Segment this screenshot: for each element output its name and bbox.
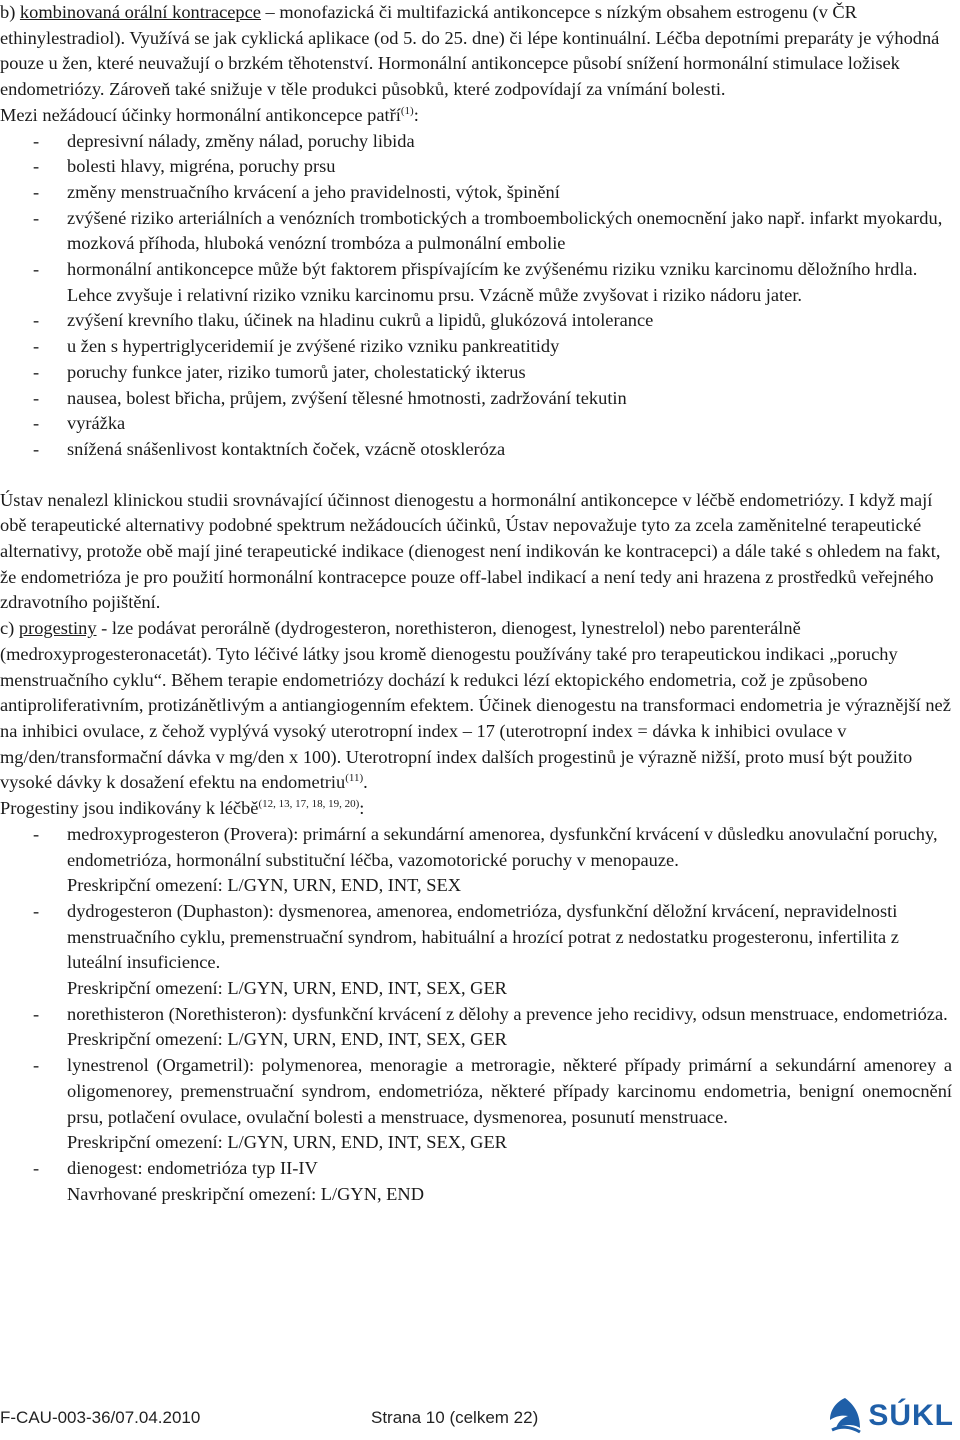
prescription-restriction: Preskripční omezení: L/GYN, URN, END, INT, SEX, GER [67, 1132, 507, 1153]
list-item-text: nausea, bolest břicha, průjem, zvýšení tělesné hmotnosti, zadržování tekutin [67, 387, 627, 408]
drug-item [0, 1053, 952, 1130]
prescription-restriction: Preskripční omezení: L/GYN, URN, END, INT, SEX [67, 875, 461, 896]
list-dash: - [33, 156, 40, 177]
list-dash: - [33, 336, 40, 357]
section-c-prefix: c) [0, 618, 19, 639]
list-dash: - [33, 1157, 40, 1178]
list-item [0, 360, 952, 386]
indications-intro-end: : [359, 798, 365, 819]
list-dash: - [33, 438, 40, 459]
list-dash: - [33, 181, 40, 202]
list-item [0, 334, 952, 360]
list-item-text: změny menstruačního krvácení a jeho pravidelnosti, výtok, špinění [67, 181, 560, 202]
list-item-text: poruchy funkce jater, riziko tumorů jater, cholestatický ikterus [67, 361, 526, 382]
list-item-text: bolesti hlavy, migréna, poruchy prsu [67, 156, 336, 177]
drug-item-text: norethisteron (Norethisteron): dysfunkční krvácení z dělohy a prevence jeho recidivy, odsun menstruace, endometrióza. [67, 1003, 948, 1024]
sukl-logo-icon [826, 1396, 864, 1436]
section-b-text: – monofazická či multifazická antikoncepce s nízkým obsahem estrogenu (v ČR ethinylestradiol). Využívá se jak cyklická aplikace (od 5. do 25. dne) či lépe kontinuální. Léčba depotními preparáty je výhodná pouze u žen, které neuvažují o brzkém těhotenství. Hormonální antikoncepce působí snížení hormonální stimulace ložisek endometriózy. Zároveň také snižuje v těle produkci působků, které zodpovídají za vnímání bolesti. [0, 2, 940, 100]
list-dash: - [33, 1003, 40, 1024]
drug-item [0, 822, 952, 873]
page-footer [0, 1399, 960, 1434]
prescription-restriction: Navrhované preskripční omezení: L/GYN, END [67, 1183, 424, 1204]
list-item [0, 129, 952, 155]
list-item [0, 257, 952, 308]
progestin-drug-list [0, 899, 952, 976]
drug-item-text: medroxyprogesteron (Provera): primární a sekundární amenorea, dysfunkční krvácení v důsledku anovulační poruchy, endometrióza, hormonální substituční léčba, vazomotorické poruchy v menopauze. [67, 823, 938, 870]
list-item-text: vyrážka [67, 413, 126, 434]
list-item [0, 154, 952, 180]
progestin-drug-list [0, 1156, 952, 1182]
drug-item [0, 1156, 952, 1182]
list-dash: - [33, 361, 40, 382]
side-effects-intro [0, 103, 952, 129]
list-dash: - [33, 900, 40, 921]
prescription-restriction: Preskripční omezení: L/GYN, URN, END, INT, SEX, GER [67, 978, 507, 999]
institute-paragraph: Ústav nenalezl klinickou studii srovnávající účinnost dienogestu a hormonální antikoncepce v léčbě endometriózy. I když mají obě terapeutické alternativy podobné spektrum nežádoucích účinků, Ústav nepovažuje tyto za zcela zaměnitelné terapeutické alternativy, protože obě mají jiné terapeutické indikace (dienogest není indikován ke kontracepci) a dále také s ohledem na fakt, že endometrióza je pro použití hormonální kontracepce pouze off-label indikací a není tedy ani hrazena z prostředků veřejného zdravotního pojištění. [0, 489, 941, 613]
list-item [0, 386, 952, 412]
progestins-link[interactable]: progestiny [18, 618, 97, 639]
side-effects-list [0, 129, 952, 463]
side-effects-intro-text: Mezi nežádoucí účinky hormonální antikoncepce patří [0, 104, 401, 125]
list-dash: - [33, 310, 40, 331]
indications-intro [0, 796, 952, 822]
drug-item [0, 1002, 952, 1028]
drug-item-text: lynestrenol (Orgametril): polymenorea, menoragie a metroragie, některé případy primární a sekundární amenorey a oligomenorey, premenstruační syndrom, endometrióza, některé případy karcinomu endometria, benigní onemocnění prsu, potlačení ovulace, ovulační bolesti a menstruace, dysmenorea, posunutí menstruace. [67, 1055, 952, 1127]
list-dash: - [33, 1055, 40, 1076]
reference-superscript: (11) [345, 772, 364, 785]
combined-oral-contraception-link[interactable]: kombinovaná orální kontracepce [19, 2, 261, 22]
list-item [0, 180, 952, 206]
list-dash: - [33, 387, 40, 408]
section-c-text: - lze podávat perorálně (dydrogesteron, norethisteron, dienogest, lynestrelol) nebo parenterálně (medroxyprogesteronacetát). Tyto léčivé látky jsou kromě dienogestu používány také pro terapeutickou indikaci „poruchy menstruačního cyklu“. Během terapie endometriózy dochází k redukci lézí ektopického endometria, což je způsobeno antiproliferativním, protizánětlivým a antiangiogenním efektem. Účinek dienogestu na transformaci endometria je výraznější než na inhibici ovulace, z čehož vyplývá vysoký uterotropní index – 17 (uterotropní index = dávka k inhibici ovulace v mg/den/transformační dávka v mg/den x 100). Uterotropní index dalších progestinů je výrazně nižší, proto musí být použito vysoké dávky k dosažení efektu na endometriu [0, 618, 951, 793]
paragraph-gap [0, 463, 952, 488]
section-c-end: . [363, 772, 368, 793]
list-dash: - [33, 823, 40, 844]
document-code: F-CAU-003-36/07.04.2010 [0, 1408, 201, 1427]
list-dash: - [33, 413, 40, 434]
list-dash: - [33, 130, 40, 151]
list-item [0, 206, 952, 257]
progestin-drug-list [0, 1053, 952, 1130]
list-item-text: zvýšení krevního tlaku, účinek na hladinu cukrů a lipidů, glukózová intolerance [67, 310, 654, 331]
drug-item-text: dydrogesteron (Duphaston): dysmenorea, amenorea, endometrióza, dysfunkční děložní krvácení, nepravidelnosti menstruačního cyklu, premenstruační syndrom, habituální a hrozící potrat z nedostatku progesteronu, infertilita z luteální insuficience. [67, 900, 899, 973]
progestin-drug-list [0, 1002, 952, 1028]
list-item [0, 308, 952, 334]
list-item-text: depresivní nálady, změny nálad, poruchy libida [67, 130, 415, 151]
sukl-logo [826, 1396, 954, 1436]
drug-item [0, 899, 952, 976]
list-item-text: u žen s hypertriglyceridemií je zvýšené riziko vzniku pankreatitidy [67, 336, 560, 357]
side-effects-intro-end: : [413, 104, 419, 125]
reference-superscript: (12, 13, 17, 18, 19, 20) [258, 798, 360, 811]
list-item [0, 411, 952, 437]
list-item-text: hormonální antikoncepce může být faktorem přispívajícím ke zvýšenému riziku vzniku karcinomu děložního hrdla. Lehce zvyšuje i relativní riziko vzniku karcinomu prsu. Vzácně může zvyšovat i riziko nádoru jater. [67, 259, 918, 305]
list-item [0, 437, 952, 463]
section-b-paragraph [0, 0, 952, 103]
reference-superscript: (1) [400, 104, 414, 117]
section-c-paragraph [0, 616, 952, 796]
section-b-prefix: b) [0, 2, 20, 22]
progestin-drug-list [0, 822, 952, 873]
page-number: Strana 10 (celkem 22) [371, 1408, 539, 1427]
list-item-text: snížená snášenlivost kontaktních čoček, vzácně otoskleróza [67, 438, 506, 459]
prescription-restriction: Preskripční omezení: L/GYN, URN, END, INT, SEX, GER [67, 1029, 507, 1050]
indications-intro-text: Progestiny jsou indikovány k léčbě [0, 798, 259, 819]
list-dash: - [33, 207, 40, 228]
list-dash: - [33, 259, 40, 280]
drug-item-text: dienogest: endometrióza typ II-IV [67, 1157, 318, 1178]
list-item-text: zvýšené riziko arteriálních a venózních trombotických a tromboembolických onemocnění jako např. infarkt myokardu, mozková příhoda, hluboká venózní trombóza a pulmonální embolie [67, 207, 943, 254]
sukl-logo-text: SÚKL [868, 1399, 954, 1432]
